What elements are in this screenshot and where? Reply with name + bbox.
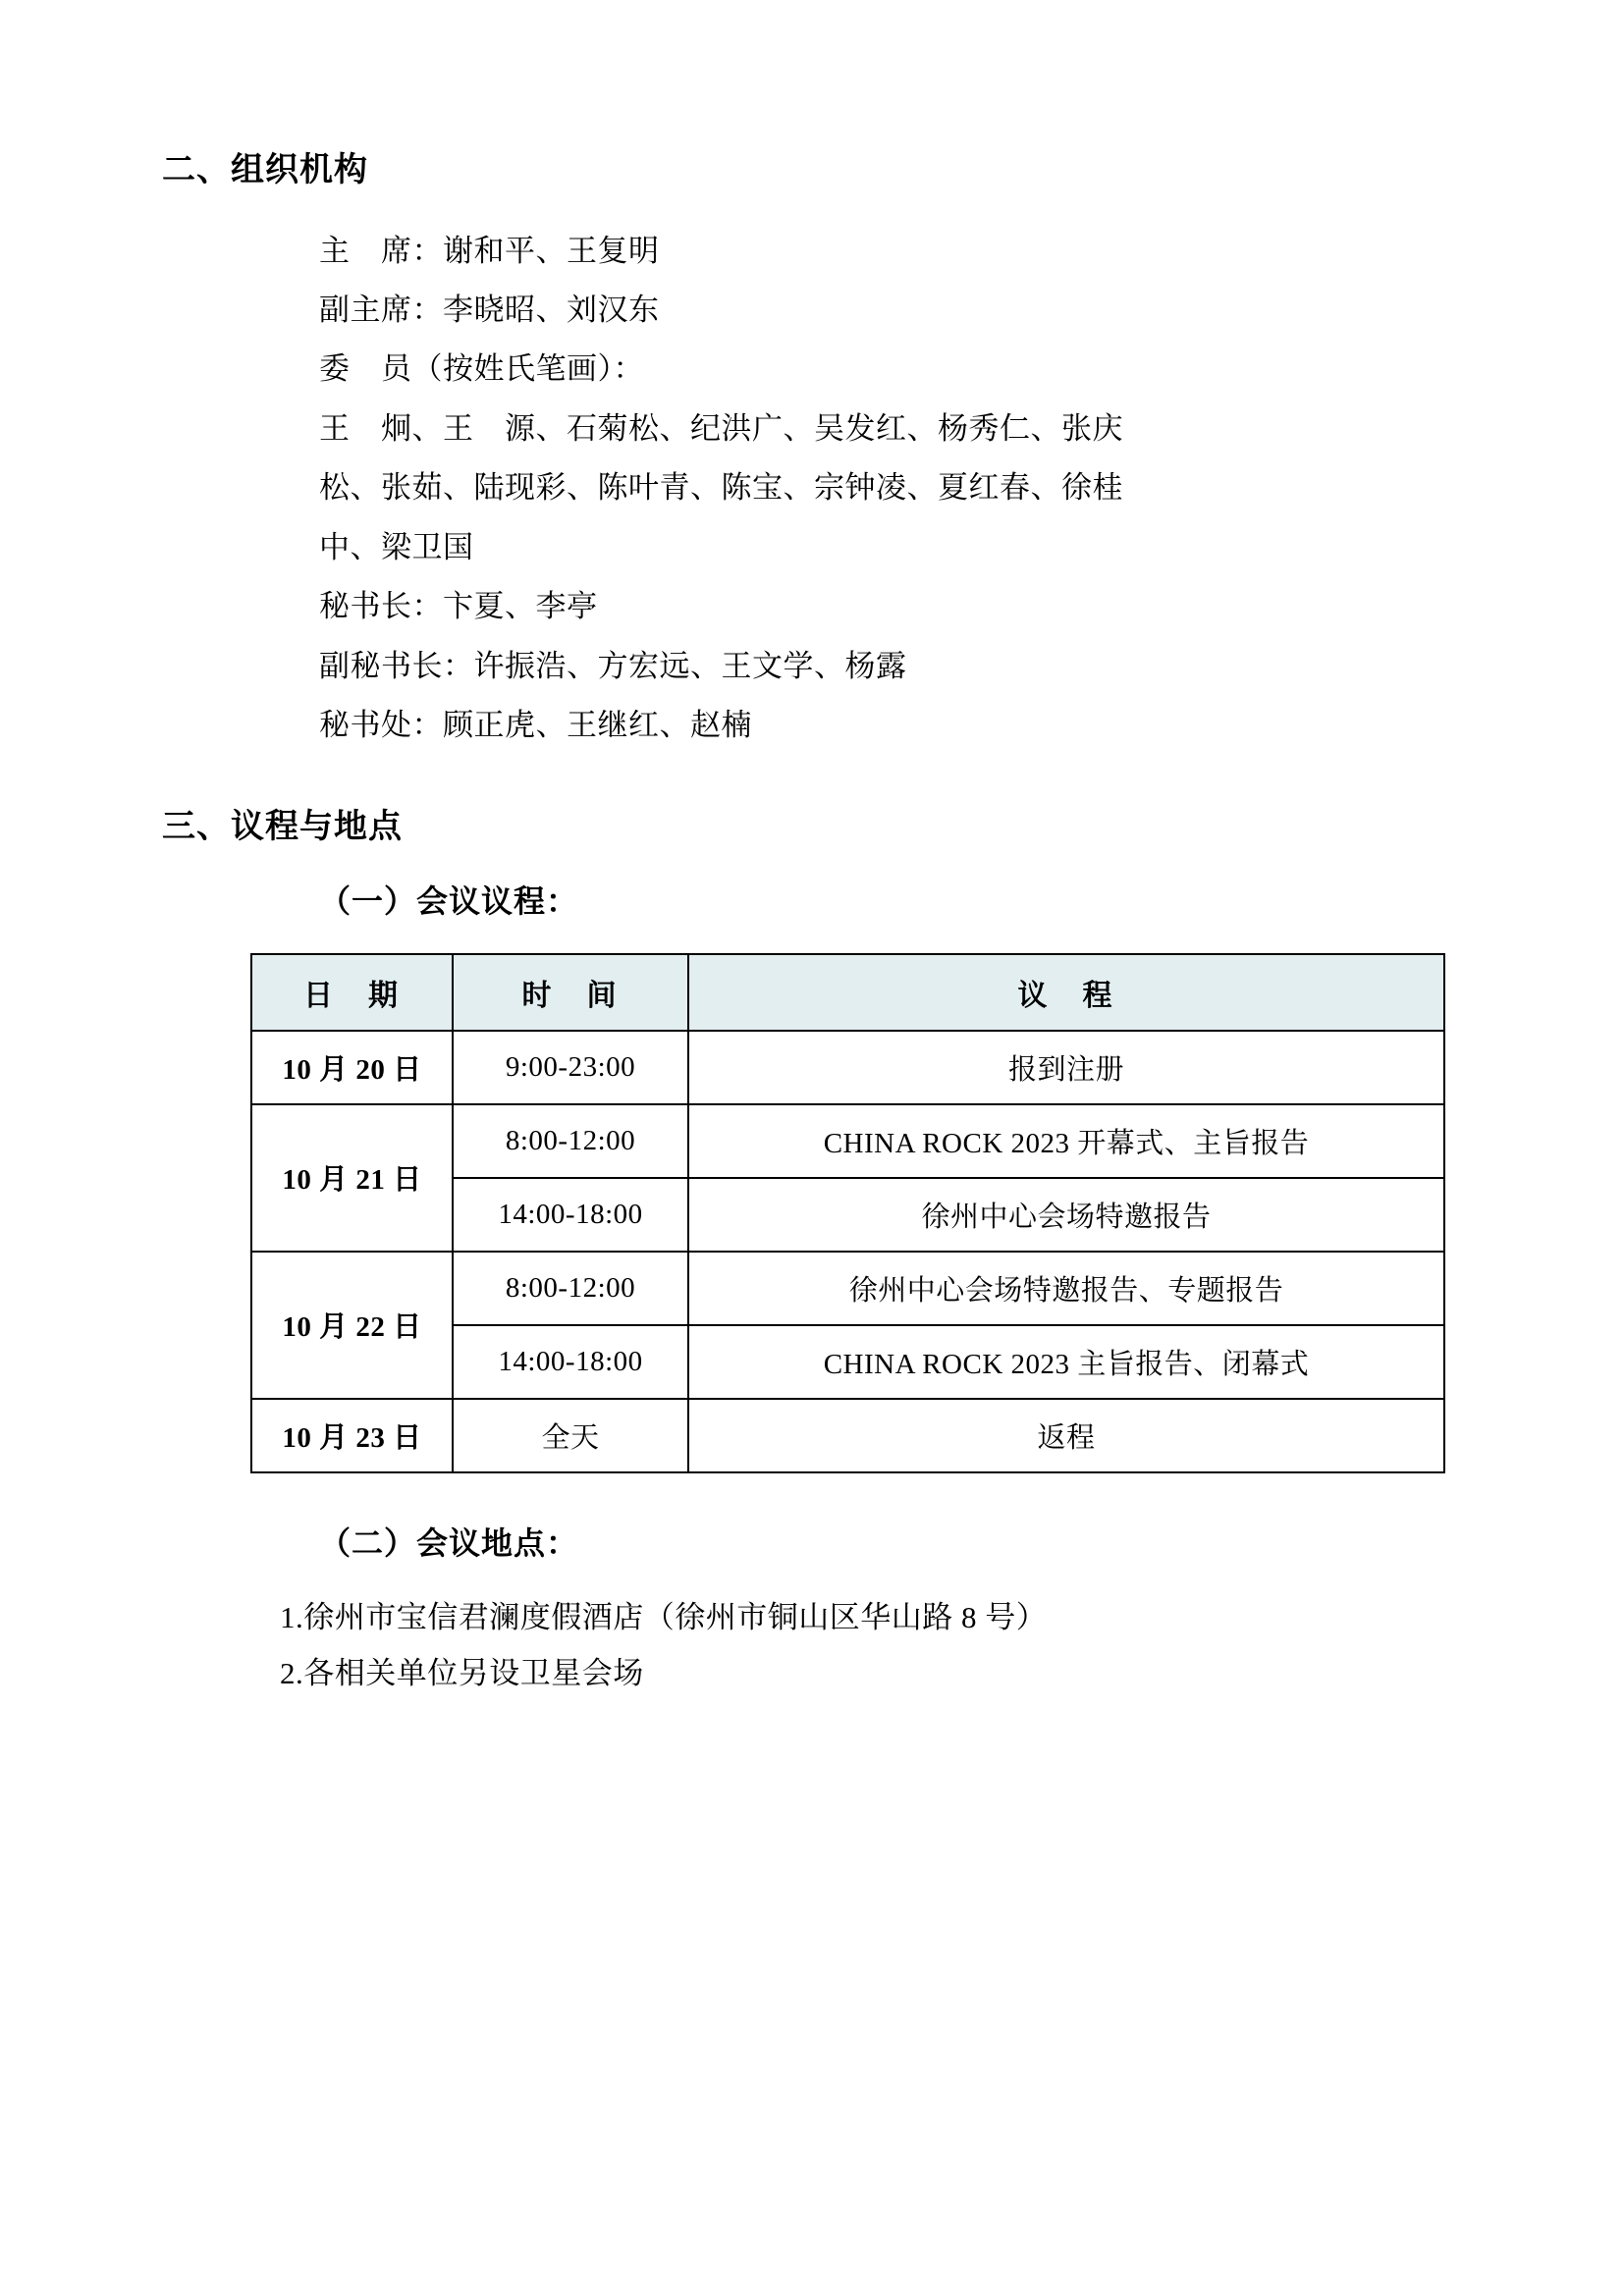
- cell-date: 10 月 23 日: [251, 1399, 453, 1472]
- agenda-table: [250, 953, 1445, 1473]
- table-row: [251, 1252, 1444, 1325]
- cell-time: 9:00-23:00: [453, 1031, 688, 1104]
- committee-members-line-3: 中、梁卫国: [319, 529, 474, 564]
- cell-item: 徐州中心会场特邀报告、专题报告: [688, 1252, 1444, 1325]
- cell-item: CHINA ROCK 2023 开幕式、主旨报告: [688, 1104, 1444, 1178]
- cell-item: 报到注册: [688, 1031, 1444, 1104]
- venue-line-1: 1.徐州市宝信君澜度假酒店（徐州市铜山区华山路 8 号）: [280, 1599, 1048, 1634]
- venue-subheading: （二）会议地点：: [319, 1524, 579, 1561]
- committee-members-line-1: 王 炯、王 源、石菊松、纪洪广、吴发红、杨秀仁、张庆: [319, 410, 1123, 446]
- table-row: [251, 1031, 1444, 1104]
- column-header-time: 时 间: [453, 954, 688, 1031]
- cell-date: 10 月 22 日: [251, 1252, 453, 1399]
- cell-time: 14:00-18:00: [453, 1325, 688, 1399]
- agenda-subheading: （一）会议议程：: [319, 882, 579, 919]
- cell-item: 徐州中心会场特邀报告: [688, 1178, 1444, 1252]
- column-header-date: 日 期: [251, 954, 453, 1031]
- cell-time: 8:00-12:00: [453, 1104, 688, 1178]
- table-header-row: [251, 954, 1444, 1031]
- table-row: [251, 1104, 1444, 1178]
- committee-members-line-2: 松、张茹、陆现彩、陈叶青、陈宝、宗钟凌、夏红春、徐桂: [319, 470, 1123, 506]
- cell-time: 8:00-12:00: [453, 1252, 688, 1325]
- secretariat-line: 秘书处：顾正虎、王继红、赵楠: [319, 708, 752, 743]
- secretary-general-line: 秘书长：卞夏、李亭: [319, 589, 598, 624]
- cell-date: 10 月 20 日: [251, 1031, 453, 1104]
- cell-date: 10 月 21 日: [251, 1104, 453, 1252]
- vice-chair-line: 副主席：李晓昭、刘汉东: [319, 293, 660, 328]
- table-row: [251, 1399, 1444, 1472]
- cell-time: 14:00-18:00: [453, 1178, 688, 1252]
- deputy-secretary-general-line: 副秘书长：许振浩、方宏远、王文学、杨露: [319, 648, 907, 683]
- chair-line: 主 席：谢和平、王复明: [319, 233, 660, 268]
- committee-label-line: 委 员（按姓氏笔画）：: [319, 351, 644, 387]
- cell-item: CHINA ROCK 2023 主旨报告、闭幕式: [688, 1325, 1444, 1399]
- column-header-item: 议 程: [688, 954, 1444, 1031]
- section-heading-agenda-venue: 三、议程与地点: [162, 808, 403, 845]
- cell-item: 返程: [688, 1399, 1444, 1472]
- venue-line-2: 2.各相关单位另设卫星会场: [280, 1655, 644, 1690]
- cell-time: 全天: [453, 1399, 688, 1472]
- section-heading-organization: 二、组织机构: [162, 152, 368, 188]
